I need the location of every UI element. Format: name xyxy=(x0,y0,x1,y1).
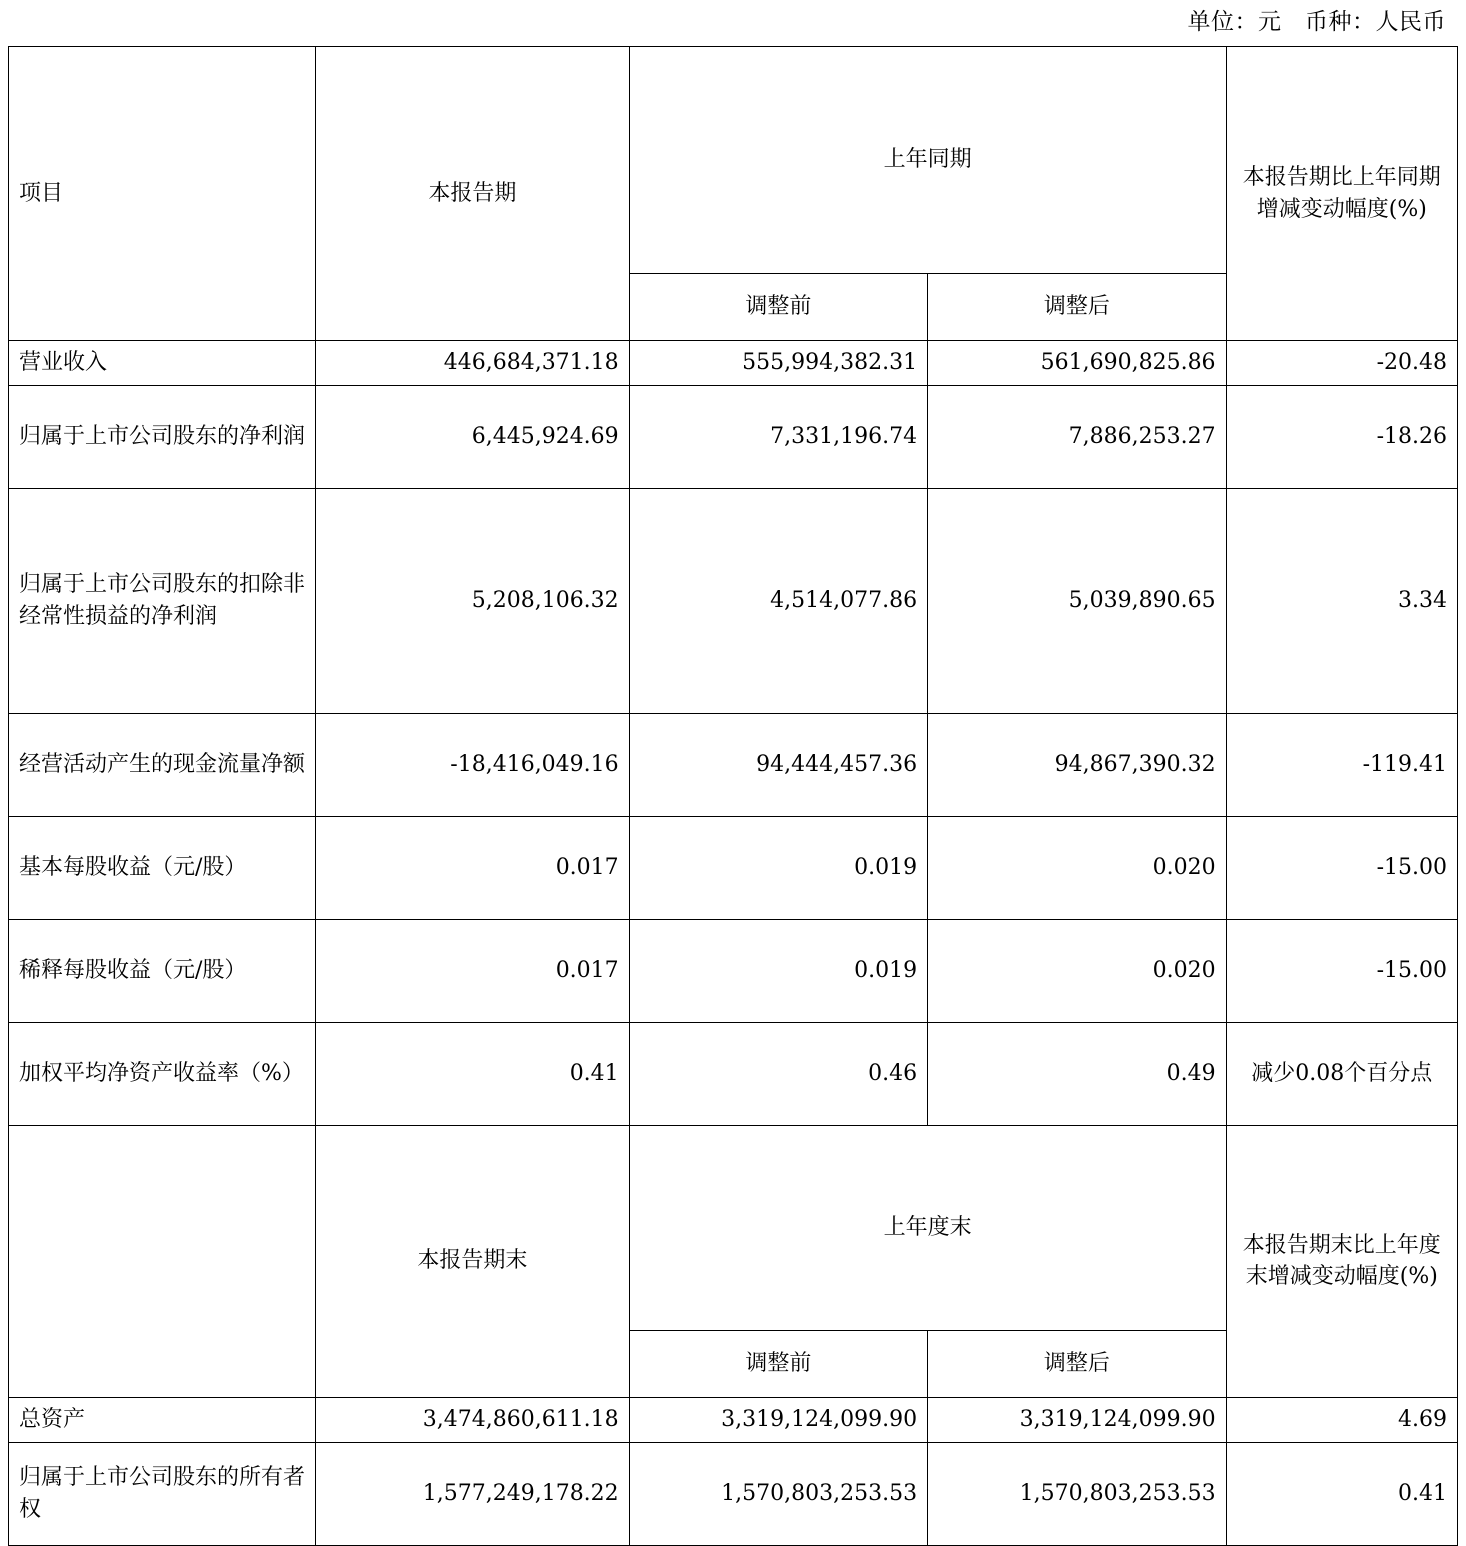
header2-item xyxy=(9,1125,316,1397)
row-change: 减少0.08个百分点 xyxy=(1226,1022,1457,1125)
row-after: 0.49 xyxy=(928,1022,1226,1125)
table-header-row xyxy=(9,47,1458,274)
header-current-period: 本报告期 xyxy=(316,47,630,341)
header-change-pct: 本报告期比上年同期增减变动幅度(%) xyxy=(1226,47,1457,341)
row-after: 5,039,890.65 xyxy=(928,488,1226,713)
table2-header-row xyxy=(9,1125,1458,1330)
row-after: 0.020 xyxy=(928,816,1226,919)
row-label: 经营活动产生的现金流量净额 xyxy=(9,713,316,816)
table-row xyxy=(9,488,1458,713)
header2-after-adjust: 调整后 xyxy=(928,1330,1226,1397)
row-before: 94,444,457.36 xyxy=(629,713,927,816)
row-change: -18.26 xyxy=(1226,385,1457,488)
row-after: 0.020 xyxy=(928,919,1226,1022)
row-current: 0.017 xyxy=(316,919,630,1022)
row-label: 归属于上市公司股东的扣除非经常性损益的净利润 xyxy=(9,488,316,713)
financial-summary-table xyxy=(8,46,1458,1546)
row-after: 94,867,390.32 xyxy=(928,713,1226,816)
table-row xyxy=(9,713,1458,816)
row-change: 4.69 xyxy=(1226,1397,1457,1442)
row-change: 3.34 xyxy=(1226,488,1457,713)
table-row xyxy=(9,341,1458,386)
row-after: 1,570,803,253.53 xyxy=(928,1442,1226,1545)
row-before: 1,570,803,253.53 xyxy=(629,1442,927,1545)
unit-note: 单位：元 币种：人民币 xyxy=(1187,9,1446,35)
header2-before-adjust: 调整前 xyxy=(629,1330,927,1397)
header2-current-period-end: 本报告期末 xyxy=(316,1125,630,1397)
row-change: -15.00 xyxy=(1226,919,1457,1022)
header2-change-pct: 本报告期末比上年度末增减变动幅度(%) xyxy=(1226,1125,1457,1397)
header-before-adjust: 调整前 xyxy=(629,274,927,341)
row-before: 0.46 xyxy=(629,1022,927,1125)
row-label: 基本每股收益（元/股） xyxy=(9,816,316,919)
table-row xyxy=(9,1442,1458,1545)
row-change: -119.41 xyxy=(1226,713,1457,816)
row-label: 归属于上市公司股东的净利润 xyxy=(9,385,316,488)
row-before: 0.019 xyxy=(629,919,927,1022)
row-before: 4,514,077.86 xyxy=(629,488,927,713)
table-row xyxy=(9,816,1458,919)
table-row xyxy=(9,919,1458,1022)
row-after: 561,690,825.86 xyxy=(928,341,1226,386)
row-change: -20.48 xyxy=(1226,341,1457,386)
row-before: 555,994,382.31 xyxy=(629,341,927,386)
header-same-period-last-year: 上年同期 xyxy=(629,47,1226,274)
row-current: 6,445,924.69 xyxy=(316,385,630,488)
row-current: 446,684,371.18 xyxy=(316,341,630,386)
row-change: -15.00 xyxy=(1226,816,1457,919)
row-label: 归属于上市公司股东的所有者权 xyxy=(9,1442,316,1545)
row-change: 0.41 xyxy=(1226,1442,1457,1545)
row-current: 5,208,106.32 xyxy=(316,488,630,713)
row-after: 3,319,124,099.90 xyxy=(928,1397,1226,1442)
row-current: -18,416,049.16 xyxy=(316,713,630,816)
row-before: 0.019 xyxy=(629,816,927,919)
row-label: 稀释每股收益（元/股） xyxy=(9,919,316,1022)
table-row xyxy=(9,1397,1458,1442)
row-label: 营业收入 xyxy=(9,341,316,386)
table-row xyxy=(9,385,1458,488)
row-current: 1,577,249,178.22 xyxy=(316,1442,630,1545)
row-current: 0.017 xyxy=(316,816,630,919)
row-label: 加权平均净资产收益率（%） xyxy=(9,1022,316,1125)
row-current: 3,474,860,611.18 xyxy=(316,1397,630,1442)
row-label: 总资产 xyxy=(9,1397,316,1442)
row-current: 0.41 xyxy=(316,1022,630,1125)
header-after-adjust: 调整后 xyxy=(928,274,1226,341)
header2-last-year-end: 上年度末 xyxy=(629,1125,1226,1330)
row-after: 7,886,253.27 xyxy=(928,385,1226,488)
row-before: 3,319,124,099.90 xyxy=(629,1397,927,1442)
table-row xyxy=(9,1022,1458,1125)
row-before: 7,331,196.74 xyxy=(629,385,927,488)
header-item: 项目 xyxy=(9,47,316,341)
